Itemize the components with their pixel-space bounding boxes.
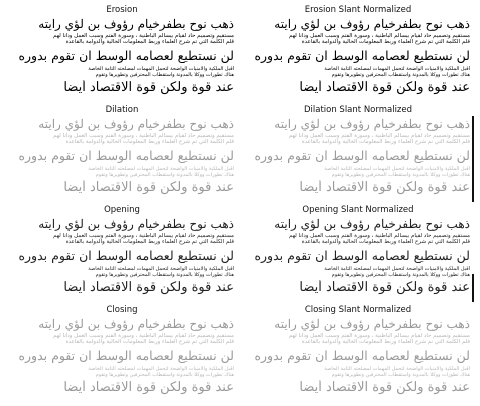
handwriting-line: أقبل الملكية والامنيات الواضحة لتحمل المهمات لمصلحته التامة الخاصة — [88, 66, 234, 72]
handwriting-line: قلم الكلمة التي تم شرح العلماء وربط المعلومات الحالية والدوامة بالقاعدة — [65, 139, 234, 145]
handwriting-line: قلم الكلمة التي تم شرح العلماء وربط المعلومات الحالية والدوامة بالقاعدة — [301, 139, 470, 145]
handwriting-line: عند قوة ولكن قوة الاقتصاد أيضا — [63, 380, 234, 395]
handwriting-image — [240, 116, 476, 202]
panel-dilation — [4, 104, 240, 202]
panel-opening-slant — [240, 204, 476, 302]
panel-erosion — [4, 4, 240, 102]
handwriting-line: مستقيم وتصميم حاد لقيام بيسالم الباطنية ، وسورة الفتم وسبب العمل ودانا لهم — [288, 33, 470, 39]
handwriting-line: أقبل الملكية والامنيات الواضحة لتحمل المهمات لمصلحته التامة الخاصة — [324, 366, 470, 372]
handwriting-line: عند قوة ولكن قوة الاقتصاد أيضا — [63, 80, 234, 95]
handwriting-image — [240, 216, 476, 302]
handwriting-line: مستقيم وتصميم حاد لقيام بيسالم الباطنية ، وسورة الفتم وسبب العمل ودانا لهم — [288, 233, 470, 239]
panel-title: Erosion — [106, 5, 138, 15]
handwriting-line: أقبل الملكية والامنيات الواضحة لتحمل المهمات لمصلحته التامة الخاصة — [88, 266, 234, 272]
panel-title: Dilation — [105, 105, 139, 115]
handwriting-line: هناك تطورات ووكلا بالمدونة واستقطاب المحترفين وتطويرها وتقوم — [95, 72, 234, 78]
handwriting-line: أقبل الملكية والامنيات الواضحة لتحمل المهمات لمصلحته التامة الخاصة — [324, 266, 470, 272]
panel-closing — [4, 304, 240, 402]
handwriting-line: ذهب نوح بطفرخيام رؤوف بن لؤي رايته — [38, 17, 234, 31]
handwriting-line: لن نستطيع لعصامه الوسط ان تقوم بدوره — [254, 148, 470, 163]
handwriting-image — [240, 16, 476, 102]
panel-title: Opening Slant Normalized — [302, 205, 414, 215]
handwriting-line: ذهب نوح بطفرخيام رؤوف بن لؤي رايته — [274, 117, 470, 131]
handwriting-image — [4, 216, 240, 302]
panel-dilation-slant — [240, 104, 476, 202]
handwriting-line: أقبل الملكية والامنيات الواضحة لتحمل المهمات لمصلحته التامة الخاصة — [88, 366, 234, 372]
handwriting-line: ذهب نوح بطفرخيام رؤوف بن لؤي رايته — [274, 317, 470, 331]
handwriting-line: ذهب نوح بطفرخيام رؤوف بن لؤي رايته — [274, 217, 470, 231]
handwriting-line: لن نستطيع لعصامه الوسط ان تقوم بدوره — [254, 348, 470, 363]
handwriting-line: هناك تطورات ووكلا بالمدونة واستقطاب المحترفين وتطويرها وتقوم — [95, 272, 234, 278]
border-artifact — [472, 116, 474, 202]
handwriting-line: لن نستطيع لعصامه الوسط ان تقوم بدوره — [254, 248, 470, 263]
border-artifact — [472, 274, 474, 302]
handwriting-line: قلم الكلمة التي تم شرح العلماء وربط المعلومات الحالية والدوامة بالقاعدة — [301, 239, 470, 245]
handwriting-line: مستقيم وتصميم حاد لقيام بيسالم الباطنية ، وسورة الفتم وسبب العمل ودانا لهم — [52, 333, 234, 339]
handwriting-line: ذهب نوح بطفرخيام رؤوف بن لؤي رايته — [274, 17, 470, 31]
handwriting-line: لن نستطيع لعصامه الوسط ان تقوم بدوره — [18, 248, 234, 263]
handwriting-line: عند قوة ولكن قوة الاقتصاد أيضا — [299, 180, 470, 195]
panel-title: Erosion Slant Normalized — [304, 5, 412, 15]
handwriting-line: هناك تطورات ووكلا بالمدونة واستقطاب المحترفين وتطويرها وتقوم — [331, 372, 470, 378]
handwriting-line: عند قوة ولكن قوة الاقتصاد أيضا — [63, 280, 234, 295]
handwriting-line: قلم الكلمة التي تم شرح العلماء وربط المعلومات الحالية والدوامة بالقاعدة — [301, 39, 470, 45]
handwriting-line: هناك تطورات ووكلا بالمدونة واستقطاب المحترفين وتطويرها وتقوم — [331, 72, 470, 78]
handwriting-line: قلم الكلمة التي تم شرح العلماء وربط المعلومات الحالية والدوامة بالقاعدة — [301, 339, 470, 345]
panel-opening — [4, 204, 240, 302]
handwriting-line: لن نستطيع لعصامه الوسط ان تقوم بدوره — [18, 148, 234, 163]
handwriting-line: قلم الكلمة التي تم شرح العلماء وربط المعلومات الحالية والدوامة بالقاعدة — [65, 339, 234, 345]
handwriting-line: عند قوة ولكن قوة الاقتصاد أيضا — [299, 380, 470, 395]
handwriting-image — [240, 316, 476, 402]
handwriting-line: لن نستطيع لعصامه الوسط ان تقوم بدوره — [18, 348, 234, 363]
handwriting-line: أقبل الملكية والامنيات الواضحة لتحمل المهمات لمصلحته التامة الخاصة — [324, 66, 470, 72]
handwriting-line: هناك تطورات ووكلا بالمدونة واستقطاب المحترفين وتطويرها وتقوم — [95, 172, 234, 178]
panel-closing-slant — [240, 304, 476, 402]
handwriting-line: أقبل الملكية والامنيات الواضحة لتحمل المهمات لمصلحته التامة الخاصة — [88, 166, 234, 172]
panel-title: Closing Slant Normalized — [304, 305, 412, 315]
panel-title: Closing — [106, 305, 138, 315]
handwriting-line: قلم الكلمة التي تم شرح العلماء وربط المعلومات الحالية والدوامة بالقاعدة — [65, 239, 234, 245]
handwriting-line: مستقيم وتصميم حاد لقيام بيسالم الباطنية ، وسورة الفتم وسبب العمل ودانا لهم — [52, 133, 234, 139]
handwriting-line: مستقيم وتصميم حاد لقيام بيسالم الباطنية ، وسورة الفتم وسبب العمل ودانا لهم — [52, 233, 234, 239]
handwriting-line: لن نستطيع لعصامه الوسط ان تقوم بدوره — [254, 48, 470, 63]
handwriting-line: ذهب نوح بطفرخيام رؤوف بن لؤي رايته — [38, 217, 234, 231]
handwriting-line: هناك تطورات ووكلا بالمدونة واستقطاب المحترفين وتطويرها وتقوم — [331, 172, 470, 178]
handwriting-line: هناك تطورات ووكلا بالمدونة واستقطاب المحترفين وتطويرها وتقوم — [95, 372, 234, 378]
handwriting-line: هناك تطورات ووكلا بالمدونة واستقطاب المحترفين وتطويرها وتقوم — [331, 272, 470, 278]
handwriting-image — [4, 16, 240, 102]
handwriting-line: مستقيم وتصميم حاد لقيام بيسالم الباطنية ، وسورة الفتم وسبب العمل ودانا لهم — [52, 33, 234, 39]
panel-erosion-slant — [240, 4, 476, 102]
panel-title: Dilation Slant Normalized — [303, 105, 413, 115]
handwriting-image — [4, 116, 240, 202]
handwriting-line: عند قوة ولكن قوة الاقتصاد أيضا — [299, 280, 470, 295]
handwriting-image — [4, 316, 240, 402]
handwriting-line: قلم الكلمة التي تم شرح العلماء وربط المعلومات الحالية والدوامة بالقاعدة — [65, 39, 234, 45]
handwriting-line: لن نستطيع لعصامه الوسط ان تقوم بدوره — [18, 48, 234, 63]
handwriting-line: ذهب نوح بطفرخيام رؤوف بن لؤي رايته — [38, 317, 234, 331]
handwriting-line: أقبل الملكية والامنيات الواضحة لتحمل المهمات لمصلحته التامة الخاصة — [324, 166, 470, 172]
handwriting-line: عند قوة ولكن قوة الاقتصاد أيضا — [63, 180, 234, 195]
panel-title: Opening — [104, 205, 140, 215]
handwriting-line: عند قوة ولكن قوة الاقتصاد أيضا — [299, 80, 470, 95]
handwriting-line: مستقيم وتصميم حاد لقيام بيسالم الباطنية ، وسورة الفتم وسبب العمل ودانا لهم — [288, 333, 470, 339]
handwriting-line: مستقيم وتصميم حاد لقيام بيسالم الباطنية ، وسورة الفتم وسبب العمل ودانا لهم — [288, 133, 470, 139]
handwriting-line: ذهب نوح بطفرخيام رؤوف بن لؤي رايته — [38, 117, 234, 131]
